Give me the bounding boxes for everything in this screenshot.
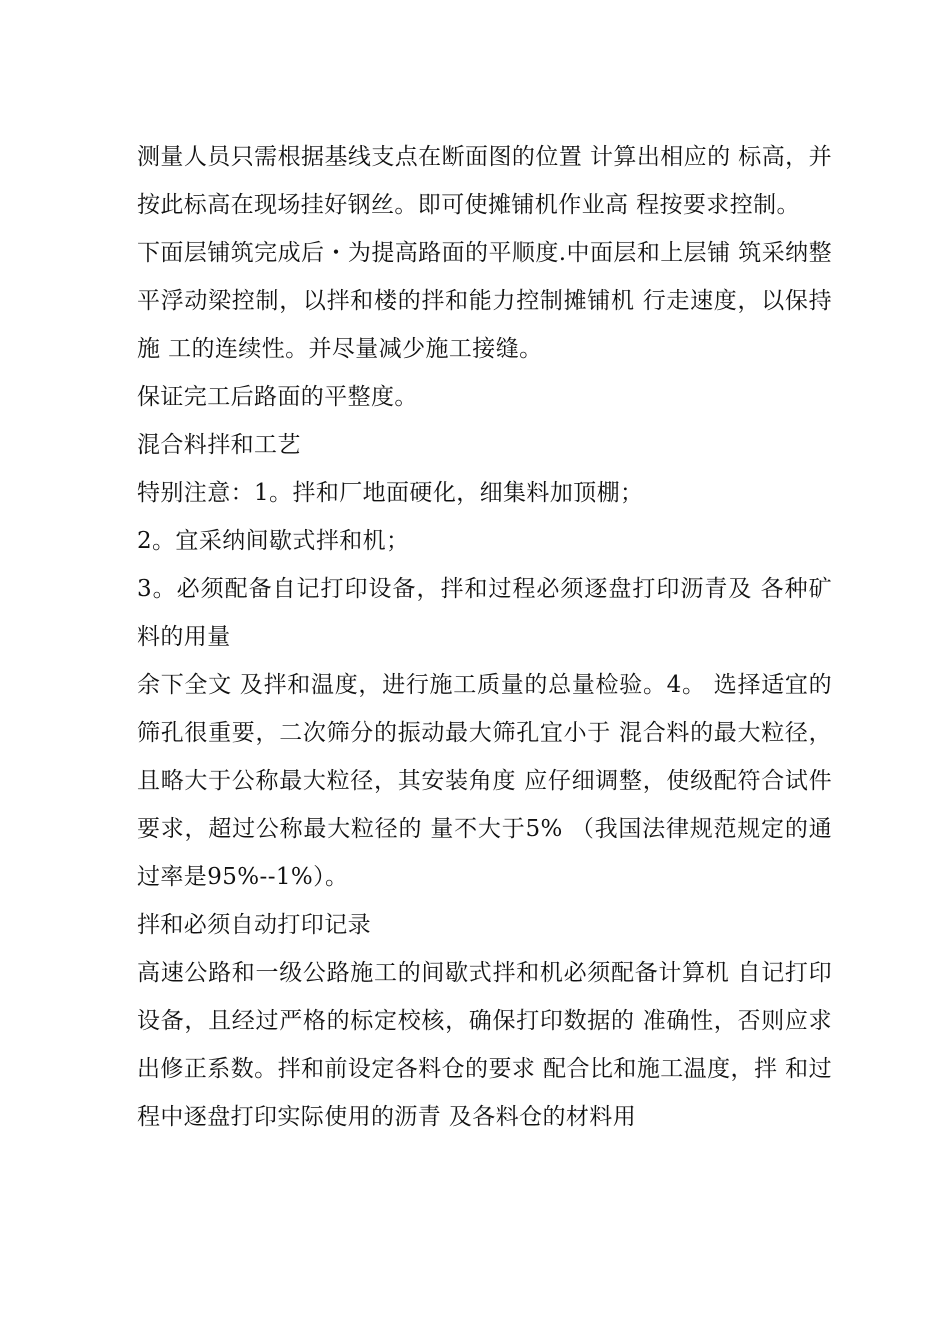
paragraph-upper-layer-paving: 下面层铺筑完成后・为提高路面的平顺度.中面层和上层铺 筑采纳整平浮动梁控制，以拌和楼的拌和能力控制摊铺机 行走速度，以保持施 工的连续性。并尽量减少施工接缝。 (137, 240, 832, 362)
list-item-note-1: 特别注意：1。拌和厂地面硬化，细集料加顶棚； (137, 480, 644, 506)
paragraph-print-equipment: 高速公路和一级公路施工的间歇式拌和机必须配备计算机 自记打印设备，且经过严格的标定校核，确保打印数据的 准确性，否则应求出修正系数。拌和前设定各料仓的要求 配合比和施工温度，拌 和过程中逐盘打印实际使用的沥青 及各料仓的材料用 (137, 960, 832, 1130)
list-item-note-2: 2。宜采纳间歇式拌和机； (137, 528, 410, 554)
list-item-note-3: 3。必须配备自记打印设备，拌和过程必须逐盘打印沥青及 各种矿料的用量 (137, 576, 832, 650)
paragraph-screen-selection: 余下全文 及拌和温度，进行施工质量的总量检验。4。 选择适宜的筛孔很重要，二次筛分的振动最大筛孔宜小于 混合料的最大粒径，且略大于公称最大粒径，其安装角度 应仔细调整，使级配符合试件要求，超过公称最大粒径的 量不大于5% （我国法律规范规定的通过率是95%--1%）。 (137, 672, 832, 890)
paragraph-flatness: 保证完工后路面的平整度。 (137, 384, 418, 410)
section-heading-mixing-process: 混合料拌和工艺 (137, 432, 301, 458)
paragraph-survey-elevation: 测量人员只需根据基线支点在断面图的位置 计算出相应的 标高，并按此标高在现场挂好钢丝。即可使摊铺机作业高 程按要求控制。 (137, 144, 832, 218)
section-heading-auto-print: 拌和必须自动打印记录 (137, 912, 371, 938)
document-body (137, 133, 832, 1141)
